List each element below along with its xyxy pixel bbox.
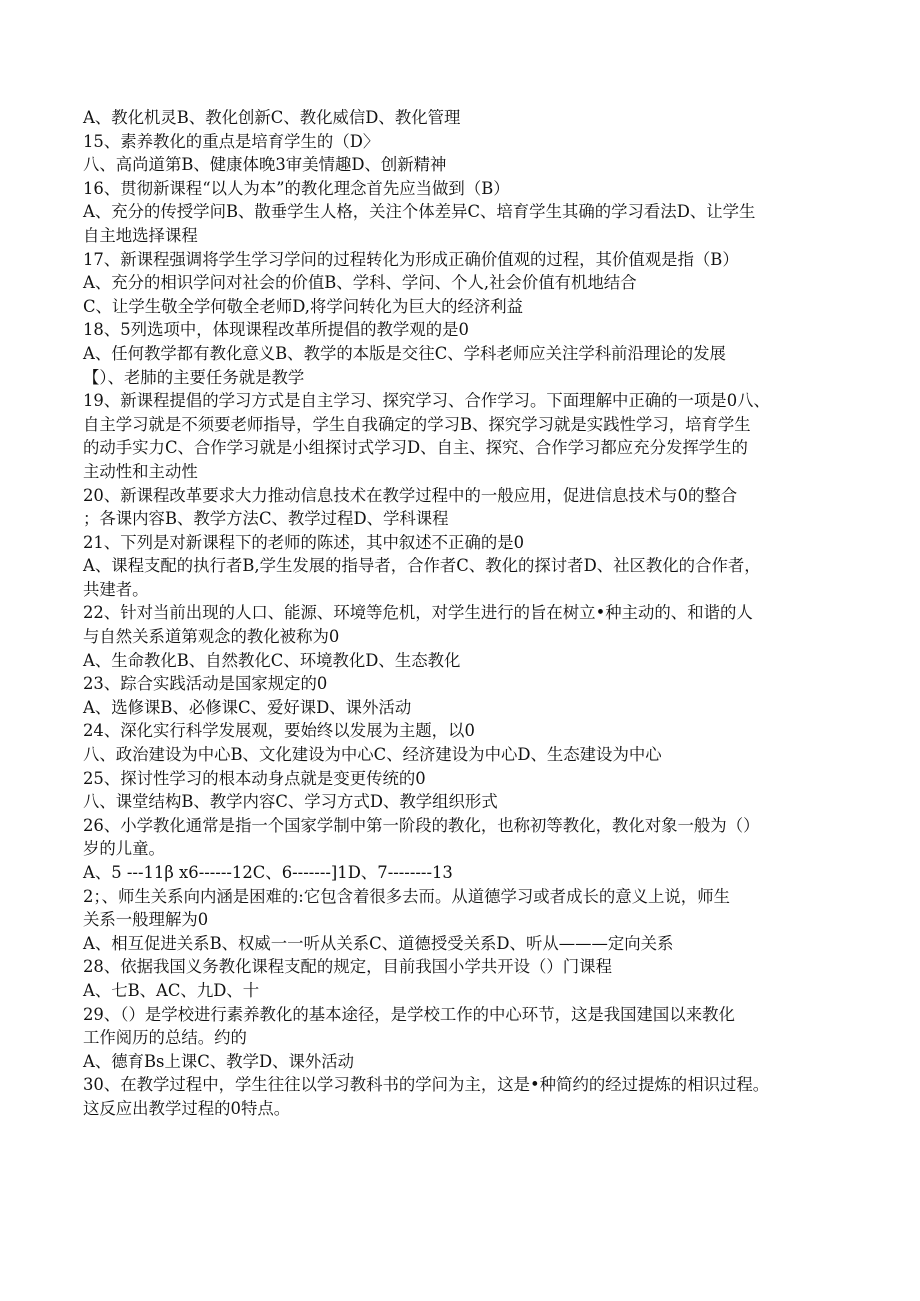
options-line: A、5 ---11β x6------12C、6-------]1D、7--------13 (83, 863, 453, 882)
question-line: 25、探讨性学习的根本动身点就是变更传统的0 (83, 768, 426, 788)
options-line: A、七B、AC、九D、十 (83, 980, 260, 1000)
document-page (83, 106, 843, 1121)
options-line: 共建者。 (83, 579, 149, 599)
options-line: A、任何教学都有教化意义B、教学的本版是交往C、学科老师应关注学科前沿理论的发展 (83, 343, 726, 363)
text-line: A、教化机灵B、教化创新C、教化威信D、教化管理 (83, 108, 461, 127)
options-line: A、选修课B、必修课C、爱好课D、课外活动 (83, 697, 412, 717)
question-line: 与自然关系道第观念的教化被称为0 (83, 627, 340, 647)
options-line: A、充分的相识学问对社会的价值B、学科、学问、个人,社会价值有机地结合 (83, 273, 637, 293)
question-line: 关系一般理解为0 (83, 910, 209, 930)
question-line: 20、新课程改革要求大力推动信息技术在教学过程中的一般应用，促进信息技术与0的整合 (83, 485, 738, 505)
options-line: A、生命教化B、自然教化C、环境教化D、生态教化 (83, 650, 461, 670)
question-line: 29、（）是学校进行素养教化的基本途径，是学校工作的中心环节，这是我国建国以来教化 (83, 1004, 735, 1024)
options-line: A、德育Bs上课C、教学D、课外活动 (83, 1051, 355, 1071)
options-line: 【）、老肺的主要任务就是教学 (83, 367, 305, 387)
options-line: A、相互促进关系B、权威一一听从关系C、道德授受关系D、听从———定向关系 (83, 933, 674, 953)
question-line: 19、新课程提倡的学习方式是自主学习、探究学习、合作学习。下面理解中正确的一项是0八、 (83, 391, 770, 411)
options-line: 八、高尚道第B、健康体晚3审美情趣D、创新精神 (83, 155, 447, 175)
options-line: A、课程支配的执行者B,学生发展的指导者，合作者C、教化的探讨者D、社区教化的合作者， (83, 556, 761, 576)
options-line: 自主学习就是不须要老师指导，学生自我确定的学习B、探究学习就是实践性学习，培育学生 (83, 414, 751, 434)
question-line: 24、深化实行科学发展观，要始终以发展为主题，以0 (83, 721, 475, 741)
question-line: 工作阅历的总结。约的 (83, 1028, 247, 1048)
question-line: 岁的儿童。 (83, 839, 165, 859)
question-line: 15、素养教化的重点是培育学生的（D〉 (83, 131, 380, 151)
options-line: C、让学生敬全学何敬全老师D,将学问转化为巨大的经济利益 (83, 296, 524, 316)
question-line: 这反应出教学过程的0特点。 (83, 1098, 291, 1118)
question-line: 23、踪合实践活动是国家规定的0 (83, 674, 328, 694)
options-line: 八、政治建设为中心B、文化建设为中心C、经济建设为中心D、生态建设为中心 (83, 745, 662, 765)
options-line: 主动性和主动性 (83, 461, 198, 481)
options-line: A、充分的传授学问B、散垂学生人格，关注个体差异C、培育学生其确的学习看法D、让学生 (83, 202, 756, 222)
question-line: 2；、师生关系向内涵是困难的:它包含着很多去而。从道德学习或者成长的意义上说，师生 (83, 886, 730, 906)
options-line: 自主地选择课程 (83, 225, 198, 245)
question-line: 21、下列是对新课程下的老师的陈述，其中叙述不正确的是0 (83, 532, 525, 552)
question-line: 30、在教学过程中，学生往往以学习教科书的学问为主，这是•种简约的经过提炼的相识过程。 (83, 1075, 770, 1095)
options-line: 的动手实力C、合作学习就是小组探讨式学习D、自主、探究、合作学习都应充分发挥学生的 (83, 438, 748, 458)
options-line: 八、课堂结构B、教学内容C、学习方式D、教学组织形式 (83, 792, 498, 812)
question-line: 16、贯彻新课程“以人为本”的教化理念首先应当做到（B） (83, 178, 510, 198)
question-line: 18、5列选项中，体现课程改革所提倡的教学观的是0 (83, 320, 469, 340)
question-line: 26、小学教化通常是指一个国家学制中第一阶段的教化，也称初等教化，教化对象一般为（） (83, 815, 760, 835)
question-line: 28、依据我国义务教化课程支配的规定，目前我国小学共开设（）门课程 (83, 957, 612, 977)
question-line: 22、针对当前出现的人口、能源、环境等危机，对学生进行的旨在树立•种主动的、和谐的人 (83, 603, 753, 623)
question-line: 17、新课程强调将学生学习学问的过程转化为形成正确价值观的过程，其价值观是指（B） (83, 249, 739, 269)
options-line: ；各课内容B、教学方法C、教学过程D、学科课程 (83, 509, 449, 529)
